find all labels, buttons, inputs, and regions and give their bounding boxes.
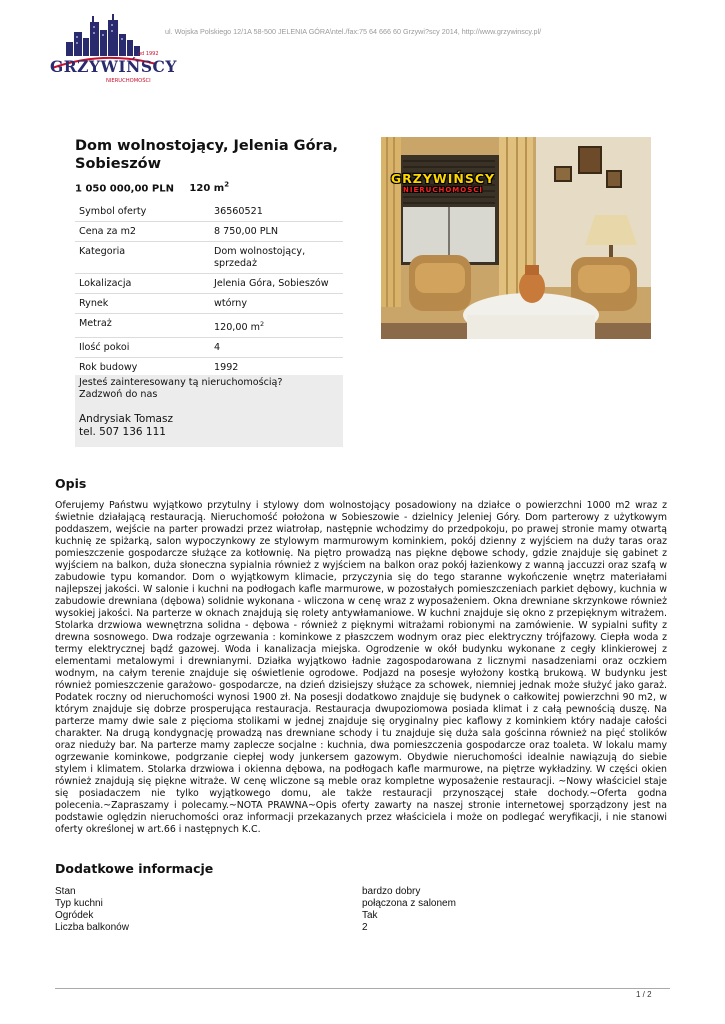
property-photo (381, 137, 651, 339)
contact-prompt: Jesteś zainteresowany tą nieruchomością? (79, 377, 283, 388)
detail-value: Jelenia Góra, Sobieszów (210, 274, 343, 294)
detail-label: Lokalizacja (75, 274, 210, 294)
contact-box (75, 375, 343, 447)
table-row (75, 222, 343, 242)
description-heading: Opis (55, 476, 87, 491)
detail-label: Ilość pokoi (75, 338, 210, 358)
description-text: Oferujemy Państwu wyjątkowo przytulny i stylowy dom wolnostojący posadowiony na działce o powierzchni 1000 m2 wraz z świetnie działającą restauracją. Nieruchomość położona w Sobieszowie - dzielnicy Jeleniej Góry. Dom parterowy z użytkowym poddaszem, wejście na parter prowadzi przez wiatrołap, następnie wchodzimy do przedpokoju, po prawej stronie mamy otwartą kuchnię ze spiżarką, salon wypoczynkowy ze stylowym marmurowym kominkiem, pokój dzienny z wyjściem na duży taras oraz pomieszczenie gospodarcze służące za kotłownię. Na piętro prowadzą nas piękne dębowe schody, gdzie znajduje się gabinet z wyjściem na balkon, duża słoneczna sypialnia również z wyjściem na balkon oraz pokój łazienkowy z wanną jaccuzzi oraz szafą w zabudowie typu komandor. Dom o wyjątkowym klimacie, przyczynia się do tego staranne wykończenie wnętrz materiałami najlepszej jakości. W salonie i kuchni na podłogach kafle marmurowe, w pozostałych pomieszczeniach parkiet dębowy, kuchnia w zabudowie drewniana (dębowa) solidnie wykonana - wliczona w cenę wraz z wyposażeniem. Okna drewniane skrzynkowe również wysokiej jakości. Na parterze w oknach znajdują się rolety antywłamaniowe. W kuchni znajduje się okno z przepięknym witrażem. Stolarka drzwiowa wewnętrzna solidna - dębowa - również z pięknymi witrażami robionymi na zamówienie. W sypialni sufity z drewna sosnowego. Dwa rodzaje ogrzewania : kominkowe z płaszczem wodnym oraz piec elektryczny trójfazowy. Ciepła woda z termy elektrycznej bądź gazowej. Woda i kanalizacja miejska. Ogrodzenie w okół budynku wykonane z cegły klinkierowej z elementami metalowymi i drewnianymi. Działka wyjątkowo ładnie zagospodarowana z licznymi nasadzeniami oraz oczkiem wodnym, na całym terenie znajduje się oświetlenie ogrodowe. Podjazd na posesje wyłożony kostką brukową. W budynku jest również pomieszczenie garażowo- gospodarcze, na dzień dzisiejszy służące za schowek, niemniej jednak może służyć jako garaż. Podatek roczny od nieruchomości wynosi 1900 zł. Na posesji dodatkowo znajduje się budynek o całkowitej powierzchni 90 m2, w którym znajduje się dobrze prosperująca restauracja. Restauracja dwupoziomowa posiada klimat i z całą pewnością duszę. Na parterze mamy dwie sale z pięcioma stolikami w jednej znajduje się oryginalny piec kaflowy z kominkiem który nadaje całości charakter. Na drugą kondygnację prowadzą nas drewniane schody i tu znajduje się duża sala gościnna również na pięć stolików oraz nieduży bar. Na parterze mamy zaplecze socjalne : kuchnia, dwa pomieszczenia gospodarcze oraz toaleta. W lokalu mamy ogrzewanie kominkowe, podgrzanie ciepłej wody junkersem gazowym. Obydwie nieruchomości idealnie nawiązują do siebie stylem i klimatem. Stolarka drzwiowa i okienna dębowa, na podłogach kafle marmurowe, na piętrze wykładziny. W części okien również znajdują się piękne witraże. W cenę wliczone są meble oraz kompletne wyposażenie restauracji. ~Nowy właściciel staje się posiadaczem nie tylko wyjątkowego domu, ale także restauracji przynoszącej stałe dochody.~Oferta godna polecenia.~Zapraszamy i polecamy.~NOTA PRAWNA~Opis oferty zawarty na naszej stronie internetowej sporządzony jest na podstawie oględzin nieruchomości oraz informacji przekazanych przez właściciela i może on podlegać weryfikacji, i nie stanowi oferty określonej w art.66 i następnych K.C. (55, 500, 667, 835)
table-row (75, 314, 343, 338)
detail-value: 120,00 $m^2$ (210, 314, 343, 338)
photo-watermark: GRZYWIŃSCY NIERUCHOMOŚCI (390, 171, 496, 194)
listing-area: 120 $m^2$ (189, 181, 230, 195)
detail-label: Rynek (75, 294, 210, 314)
logo-subtitle-text: NIERUCHOMOŚCI (106, 78, 151, 84)
listing-price: 1 050 000,00 PLN (75, 183, 174, 195)
info-label: Typ kuchni (55, 898, 103, 909)
agent-name: Andrysiak Tomasz (79, 413, 173, 425)
listing-title: Dom wolnostojący, Jelenia Góra, Sobieszów (75, 138, 338, 172)
list-item (55, 886, 665, 898)
detail-value: wtórny (210, 294, 343, 314)
info-label: Liczba balkonów (55, 922, 129, 933)
info-value: bardzo dobry (362, 886, 421, 897)
detail-value: 8 750,00 PLN (210, 222, 343, 242)
agency-logo (50, 12, 177, 86)
logo-since-text: od 1992 (138, 51, 159, 57)
detail-label: Kategoria (75, 242, 210, 274)
detail-label: Metraż (75, 314, 210, 338)
logo-brand-text: GRZYWIŃSCY (50, 57, 177, 76)
living-room-photo (381, 137, 651, 339)
agency-contact-line: ul. Wojska Polskiego 12/1A 58-500 JELENIA GÓRA\ntel./fax:75 64 666 60 Grzywi?scy 2014, http://www.grzywinscy.pl/ (165, 27, 542, 36)
detail-value: Dom wolnostojący, sprzedaż (210, 242, 343, 274)
table-row (75, 242, 343, 274)
list-item (55, 898, 665, 910)
agent-phone: tel. 507 136 111 (79, 426, 166, 438)
contact-call: Zadzwoń do nas (79, 389, 158, 400)
property-details-table (75, 202, 343, 378)
page-number: 1 / 2 (636, 990, 652, 999)
table-row (75, 294, 343, 314)
detail-value: 1992 (210, 358, 343, 378)
list-item (55, 922, 665, 934)
info-label: Stan (55, 886, 76, 897)
detail-value: 4 (210, 338, 343, 358)
info-value: połączona z salonem (362, 898, 456, 909)
additional-info-heading: Dodatkowe informacje (55, 861, 214, 876)
info-value: Tak (362, 910, 378, 921)
detail-label: Rok budowy (75, 358, 210, 378)
table-row (75, 202, 343, 222)
info-value: 2 (362, 922, 368, 933)
table-row (75, 338, 343, 358)
additional-info-list (55, 886, 665, 934)
detail-label: Symbol oferty (75, 202, 210, 222)
table-row (75, 274, 343, 294)
detail-value: 36560521 (210, 202, 343, 222)
price-row (75, 181, 229, 194)
list-item (55, 910, 665, 922)
info-label: Ogródek (55, 910, 94, 921)
footer-divider (55, 988, 670, 989)
detail-label: Cena za m2 (75, 222, 210, 242)
